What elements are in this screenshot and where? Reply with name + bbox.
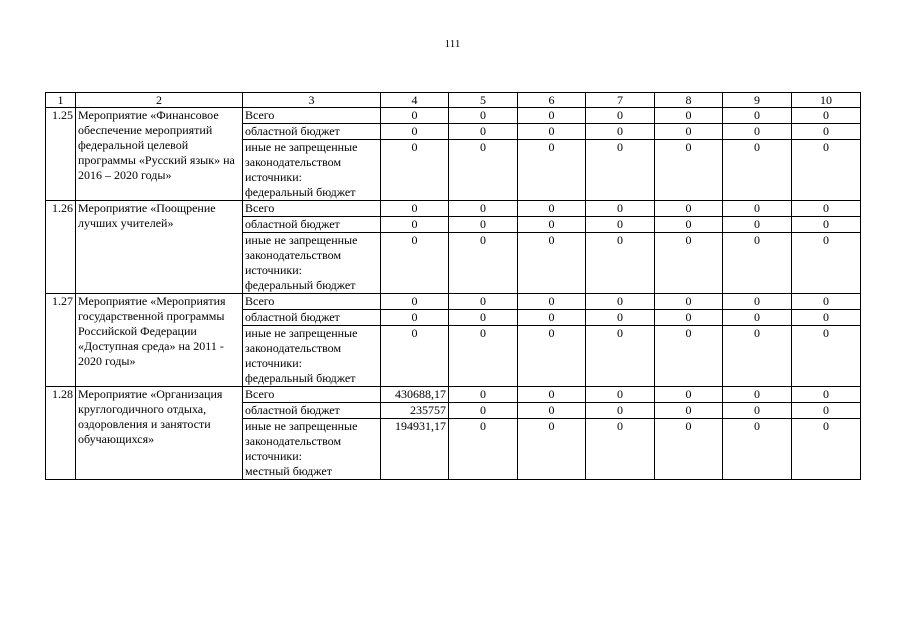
value-cell: 0 (655, 294, 723, 310)
value-cell: 0 (381, 140, 449, 201)
item-number: 1.28 (46, 387, 76, 480)
value-cell: 0 (792, 140, 861, 201)
regional-budget-label: областной бюджет (243, 124, 381, 140)
value-cell: 0 (518, 387, 586, 403)
value-cell: 0 (655, 108, 723, 124)
other-sources-label: иные не запрещенные законодательством источники: (245, 140, 358, 184)
value-cell: 0 (381, 217, 449, 233)
value-cell: 0 (518, 201, 586, 217)
regional-budget-label: областной бюджет (243, 403, 381, 419)
value-cell: 0 (449, 201, 518, 217)
budget-type-label: местный бюджет (245, 464, 332, 478)
total-label: Всего (243, 108, 381, 124)
other-sources-label: иные не запрещенные законодательством источники: (245, 326, 358, 370)
value-cell: 0 (792, 326, 861, 387)
value-cell: 0 (586, 124, 655, 140)
value-cell: 0 (723, 233, 792, 294)
value-cell: 0 (792, 217, 861, 233)
regional-budget-label: областной бюджет (243, 217, 381, 233)
table-row (46, 294, 861, 310)
value-cell: 0 (723, 310, 792, 326)
value-cell: 0 (449, 326, 518, 387)
value-cell: 0 (655, 124, 723, 140)
item-name: Мероприятие «Организация круглогодичного отдыха, оздоровления и занятости обучающихся» (76, 387, 243, 480)
item-name: Мероприятие «Финансовое обеспечение мероприятий федеральной целевой программы «Русский язык» на 2016 – 2020 годы» (76, 108, 243, 201)
value-cell: 0 (586, 310, 655, 326)
value-cell: 0 (518, 403, 586, 419)
value-cell: 0 (449, 217, 518, 233)
value-cell: 235757 (381, 403, 449, 419)
value-cell: 0 (723, 108, 792, 124)
funding-source-label (243, 419, 381, 480)
value-cell: 430688,17 (381, 387, 449, 403)
value-cell: 0 (449, 140, 518, 201)
column-header-3: 3 (243, 93, 381, 108)
column-header-6: 6 (518, 93, 586, 108)
value-cell: 0 (518, 217, 586, 233)
total-label: Всего (243, 294, 381, 310)
value-cell: 0 (586, 403, 655, 419)
value-cell: 0 (792, 403, 861, 419)
value-cell: 0 (449, 124, 518, 140)
value-cell: 0 (449, 310, 518, 326)
value-cell: 0 (723, 217, 792, 233)
item-name: Мероприятие «Мероприятия государственной программы Российской Федерации «Доступная среда» на 2011 - 2020 годы» (76, 294, 243, 387)
value-cell: 0 (586, 233, 655, 294)
value-cell: 0 (518, 419, 586, 480)
value-cell: 0 (586, 419, 655, 480)
value-cell: 0 (381, 310, 449, 326)
item-number: 1.25 (46, 108, 76, 201)
value-cell: 0 (586, 326, 655, 387)
value-cell: 0 (518, 233, 586, 294)
table-row (46, 201, 861, 217)
table-row (46, 387, 861, 403)
value-cell: 0 (381, 124, 449, 140)
value-cell: 0 (792, 124, 861, 140)
value-cell: 0 (723, 419, 792, 480)
page-number: 111 (444, 38, 461, 50)
funding-source-label (243, 140, 381, 201)
value-cell: 0 (518, 294, 586, 310)
budget-type-label: федеральный бюджет (245, 278, 356, 292)
value-cell: 0 (586, 294, 655, 310)
column-header-8: 8 (655, 93, 723, 108)
column-header-5: 5 (449, 93, 518, 108)
item-number: 1.27 (46, 294, 76, 387)
value-cell: 0 (723, 294, 792, 310)
value-cell: 0 (381, 201, 449, 217)
value-cell: 0 (449, 294, 518, 310)
value-cell: 0 (449, 108, 518, 124)
value-cell: 0 (449, 387, 518, 403)
value-cell: 0 (381, 108, 449, 124)
header-row (46, 93, 861, 108)
funding-source-label (243, 233, 381, 294)
value-cell: 0 (792, 233, 861, 294)
value-cell: 194931,17 (381, 419, 449, 480)
value-cell: 0 (723, 201, 792, 217)
other-sources-label: иные не запрещенные законодательством источники: (245, 233, 358, 277)
value-cell: 0 (586, 217, 655, 233)
value-cell: 0 (518, 124, 586, 140)
value-cell: 0 (792, 310, 861, 326)
value-cell: 0 (723, 140, 792, 201)
column-header-1: 1 (46, 93, 76, 108)
value-cell: 0 (723, 326, 792, 387)
column-header-9: 9 (723, 93, 792, 108)
value-cell: 0 (723, 387, 792, 403)
value-cell: 0 (586, 387, 655, 403)
value-cell: 0 (449, 419, 518, 480)
value-cell: 0 (655, 310, 723, 326)
value-cell: 0 (518, 310, 586, 326)
value-cell: 0 (655, 201, 723, 217)
value-cell: 0 (792, 201, 861, 217)
value-cell: 0 (586, 108, 655, 124)
value-cell: 0 (792, 294, 861, 310)
value-cell: 0 (381, 294, 449, 310)
column-header-7: 7 (586, 93, 655, 108)
value-cell: 0 (792, 419, 861, 480)
total-label: Всего (243, 201, 381, 217)
value-cell: 0 (655, 217, 723, 233)
column-header-2: 2 (76, 93, 243, 108)
regional-budget-label: областной бюджет (243, 310, 381, 326)
value-cell: 0 (449, 233, 518, 294)
value-cell: 0 (655, 233, 723, 294)
value-cell: 0 (655, 403, 723, 419)
value-cell: 0 (381, 233, 449, 294)
value-cell: 0 (792, 108, 861, 124)
column-header-4: 4 (381, 93, 449, 108)
value-cell: 0 (655, 140, 723, 201)
value-cell: 0 (655, 419, 723, 480)
value-cell: 0 (586, 140, 655, 201)
value-cell: 0 (655, 387, 723, 403)
value-cell: 0 (586, 201, 655, 217)
total-label: Всего (243, 387, 381, 403)
funding-source-label (243, 326, 381, 387)
value-cell: 0 (518, 326, 586, 387)
value-cell: 0 (381, 326, 449, 387)
value-cell: 0 (449, 403, 518, 419)
value-cell: 0 (518, 140, 586, 201)
budget-type-label: федеральный бюджет (245, 371, 356, 385)
value-cell: 0 (655, 326, 723, 387)
value-cell: 0 (723, 403, 792, 419)
budget-type-label: федеральный бюджет (245, 185, 356, 199)
item-number: 1.26 (46, 201, 76, 294)
value-cell: 0 (518, 108, 586, 124)
budget-table (45, 92, 861, 480)
value-cell: 0 (723, 124, 792, 140)
item-name: Мероприятие «Поощрение лучших учителей» (76, 201, 243, 294)
column-header-10: 10 (792, 93, 861, 108)
value-cell: 0 (792, 387, 861, 403)
table-row (46, 108, 861, 124)
other-sources-label: иные не запрещенные законодательством источники: (245, 419, 358, 463)
